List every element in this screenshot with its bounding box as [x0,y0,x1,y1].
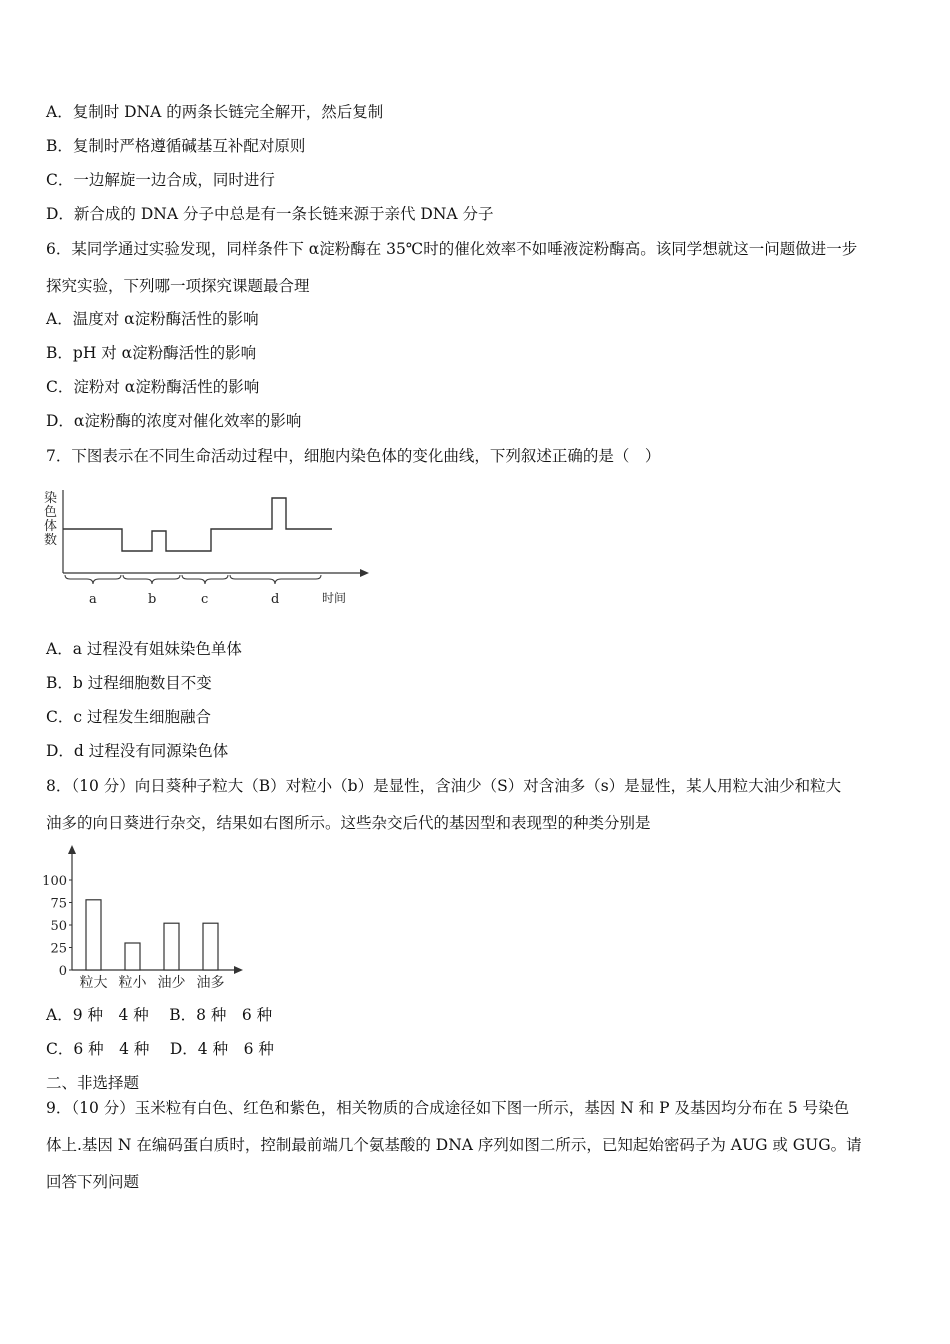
q7-stem: 7．下图表示在不同生命活动过程中，细胞内染色体的变化曲线，下列叙述正确的是（ ） [46,447,661,465]
q8-stem-line2: 油多的向日葵进行杂交，结果如右图所示。这些杂交后代的基因型和表现型的种类分别是 [46,814,651,832]
segment-label-c: c [201,592,209,607]
y-label-char: 体 [44,519,58,534]
segment-label-a: a [89,592,97,607]
q6-option-c: C．淀粉对 α淀粉酶活性的影响 [46,378,260,396]
y-label-char: 色 [44,505,58,520]
section-heading: 二、非选择题 [46,1074,140,1092]
q5-option-b: B．复制时严格遵循碱基互补配对原则 [46,137,306,155]
q7-option-d: D．d 过程没有同源染色体 [46,742,229,760]
q5-option-d: D．新合成的 DNA 分子中总是有一条长链来源于亲代 DNA 分子 [46,205,494,223]
bar-2 [164,923,179,970]
q9-line2: 体上.基因 N 在编码蛋白质时，控制最前端几个氨基酸的 DNA 序列如图二所示，已知起始密码子为 AUG 或 GUG。请 [46,1136,862,1154]
segment-label-d: d [271,592,280,607]
y-label-char: 数 [44,533,58,548]
brace-b [123,575,180,584]
q7-option-c: C．c 过程发生细胞融合 [46,708,211,726]
x-axis-arrow [360,569,369,577]
q8-options-line1: A．9 种 4 种 B．8 种 6 种 [46,1006,273,1024]
q8-stem-line1: 8．（10 分）向日葵种子粒大（B）对粒小（b）是显性，含油少（S）对含油多（s）是显性，某人用粒大油少和粒大 [46,777,842,795]
q6-stem-line2: 探究实验，下列哪一项探究课题最合理 [46,277,310,295]
y-tick-label: 25 [50,941,67,957]
bar-1 [125,943,140,970]
brace-d [230,575,321,584]
brace-c [182,575,228,584]
x-category-label: 油少 [157,975,186,991]
x-category-label: 粒小 [118,975,147,991]
x-category-label: 油多 [196,975,225,991]
q8-options-line2: C．6 种 4 种 D．4 种 6 种 [46,1040,274,1058]
q6-option-b: B．pH 对 α淀粉酶活性的影响 [46,344,257,362]
y-tick-label: 0 [58,964,67,979]
x-axis-label: 时间 [322,591,347,605]
q5-option-a: A．复制时 DNA 的两条长链完全解开，然后复制 [46,103,384,121]
q6-option-a: A．温度对 α淀粉酶活性的影响 [46,310,259,328]
brace-a [65,575,121,584]
x-category-label: 粒大 [79,975,108,991]
q6-stem-line1: 6．某同学通过实验发现，同样条件下 α淀粉酶在 35℃时的催化效率不如唾液淀粉酶高。该同学想就这一问题做进一步 [46,240,858,258]
q6-option-d: D．α淀粉酶的浓度对催化效率的影响 [46,412,302,430]
y-label-char: 染 [44,491,58,506]
x-axis-arrow [234,966,243,974]
y-axis-arrow [68,845,76,854]
q9-line3: 回答下列问题 [46,1173,140,1191]
bar-3 [203,923,218,970]
chromosome-curve-figure [40,486,370,612]
q5-option-c: C．一边解旋一边合成，同时进行 [46,171,275,189]
y-tick-label: 100 [42,874,67,889]
y-tick-label: 75 [50,896,67,912]
q7-option-a: A．a 过程没有姐妹染色单体 [46,640,242,658]
segment-label-b: b [148,592,157,607]
chromosome-curve [63,498,332,551]
q7-option-b: B．b 过程细胞数目不变 [46,674,212,692]
q9-line1: 9．（10 分）玉米粒有白色、红色和紫色，相关物质的合成途径如下图一所示，基因 N 和 P 及基因均分布在 5 号染色 [46,1099,850,1117]
offspring-bar-chart [40,842,250,994]
bar-0 [86,900,101,970]
y-tick-label: 50 [50,919,67,934]
